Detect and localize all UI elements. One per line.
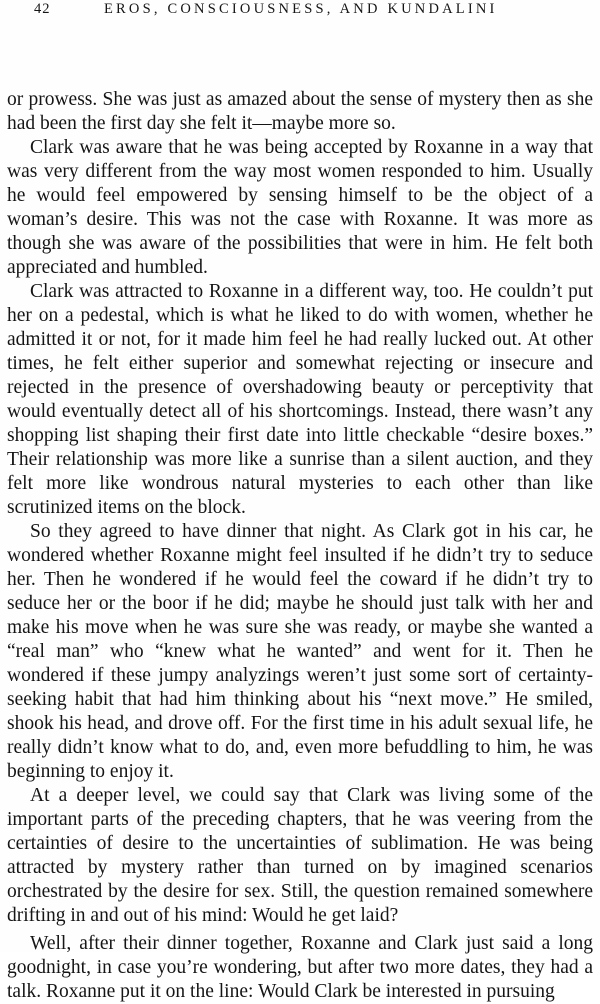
paragraph-continuation: or prowess. She was just as amazed about the sense of mystery then as she had been the first day she felt it—maybe more so.: [7, 89, 593, 134]
page-number: 42: [34, 1, 51, 17]
paragraph-clark-aware: Clark was aware that he was being accepted by Roxanne in a way that was very different from the way most women responded to him. Usually he would feel empowered by sensing himself to be the object of a woman’s desire. This was not the case with Roxanne. It was more as though she was aware of the possibilities that were in him. He felt both appreciated and humbled.: [7, 137, 593, 278]
paragraph-deeper-level: At a deeper level, we could say that Clark was living some of the important parts of the preceding chapters, that he was veering from the certainties of desire to the uncertainties of sublimation. He was being attracted by mystery rather than turned on by imagined scenarios orchestrated by the desire for sex. Still, the question remained somewhere drifting in and out of his mind: Would he get laid?: [7, 785, 593, 926]
running-head: [34, 1, 574, 23]
book-title: EROS, CONSCIOUSNESS, AND KUNDALINI: [104, 1, 498, 17]
paragraph-clark-attracted: Clark was attracted to Roxanne in a different way, too. He couldn’t put her on a pedestal, which is what he liked to do with women, whether he admitted it or not, for it made him feel he had really lucked out. At other times, he felt either superior and somewhat rejecting or insecure and rejected in the presence of overshadowing beauty or perceptivity that would eventually detect all of his shortcomings. Instead, there wasn’t any shopping list shaping their first date into little checkable “desire boxes.” Their relationship was more like a sunrise than a silent auction, and they felt more like wondrous natural mysteries to each other than like scrutinized items on the block.: [7, 281, 593, 518]
body-text: [7, 88, 593, 1004]
paragraph-after-dinner: Well, after their dinner together, Roxanne and Clark just said a long goodnight, in case you’re wondering, but after two more dates, they had a talk. Roxanne put it on the line: Would Clark be interested in pursuing: [7, 933, 593, 1002]
paragraph-dinner-night: So they agreed to have dinner that night. As Clark got in his car, he wondered whether Roxanne might feel insulted if he didn’t try to seduce her. Then he wondered if he would feel the coward if he didn’t try to seduce her or the boor if he did; maybe he should just talk with her and make his move when he was sure she was ready, or maybe she wanted a “real man” who “knew what he wanted” and went for it. Then he wondered if these jumpy analyzings weren’t just some sort of certainty-seeking habit that had him thinking about his “next move.” He smiled, shook his head, and drove off. For the first time in his adult sexual life, he really didn’t know what to do, and, even more befuddling to him, he was beginning to enjoy it.: [7, 521, 593, 782]
